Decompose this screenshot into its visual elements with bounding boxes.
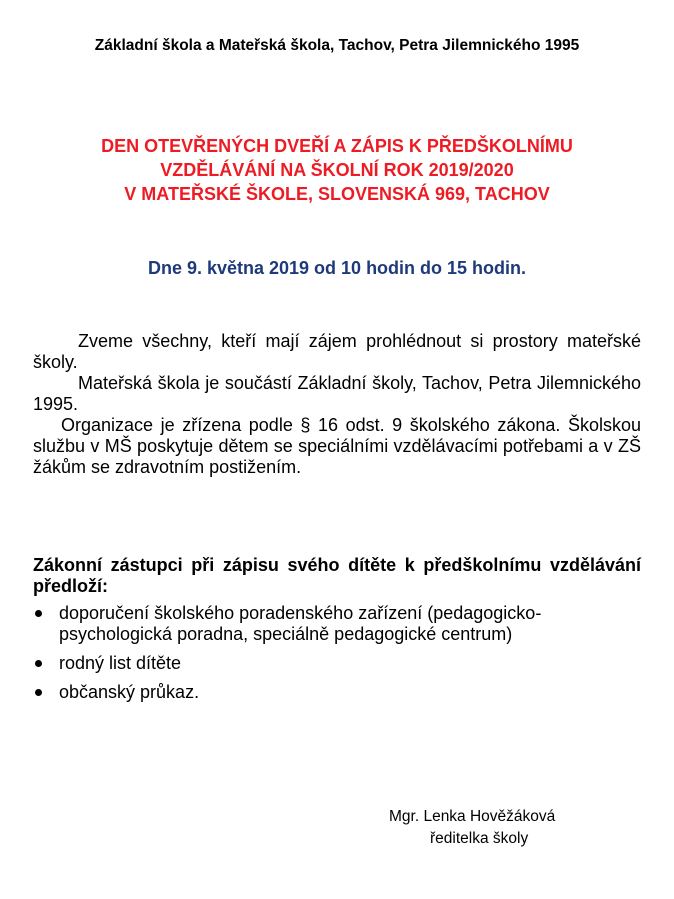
school-header: Základní škola a Mateřská škola, Tachov, Petra Jilemnického 1995 <box>94 37 580 54</box>
list-item <box>33 653 645 674</box>
list-item-text: doporučení školského poradenského zařízení (pedagogicko-psychologická poradna, speciálně pedagogické centrum) <box>59 603 542 644</box>
documents-heading: Zákonní zástupci při zápisu svého dítěte k předškolnímu vzdělávání předloží: <box>33 555 641 596</box>
event-title <box>0 134 674 206</box>
event-title-line-2: VZDĚLÁVÁNÍ NA ŠKOLNÍ ROK 2019/2020 <box>160 160 514 180</box>
paragraph-school-part: Mateřská škola je součástí Základní školy, Tachov, Petra Jilemnického 1995. <box>33 373 641 414</box>
signature-name: Mgr. Lenka Hověžáková <box>389 808 556 825</box>
event-title-line-1: DEN OTEVŘENÝCH DVEŘÍ A ZÁPIS K PŘEDŠKOLNÍMU <box>101 136 573 156</box>
bullet-icon <box>35 610 42 617</box>
list-item <box>33 603 645 645</box>
signature-role: ředitelka školy <box>430 830 529 847</box>
event-date: Dne 9. května 2019 od 10 hodin do 15 hodin. <box>147 258 527 278</box>
list-item-text: rodný list dítěte <box>59 653 182 673</box>
paragraph-invitation: Zveme všechny, kteří mají zájem prohlédnout si prostory mateřské školy. <box>33 331 641 372</box>
documents-list <box>33 603 645 711</box>
signature-block <box>389 806 609 850</box>
list-item-text: občanský průkaz. <box>59 682 200 702</box>
paragraph-organization: Organizace je zřízena podle § 16 odst. 9 školského zákona. Školskou službu v MŠ poskytuje dětem se speciálními vzdělávacími potřebami a v ZŠ žákům se zdravotním postižením. <box>33 415 641 477</box>
bullet-icon <box>35 689 42 696</box>
bullet-icon <box>35 660 42 667</box>
list-item <box>33 682 645 703</box>
body-text <box>33 331 641 478</box>
event-title-line-3: V MATEŘSKÉ ŠKOLE, SLOVENSKÁ 969, TACHOV <box>124 184 550 204</box>
